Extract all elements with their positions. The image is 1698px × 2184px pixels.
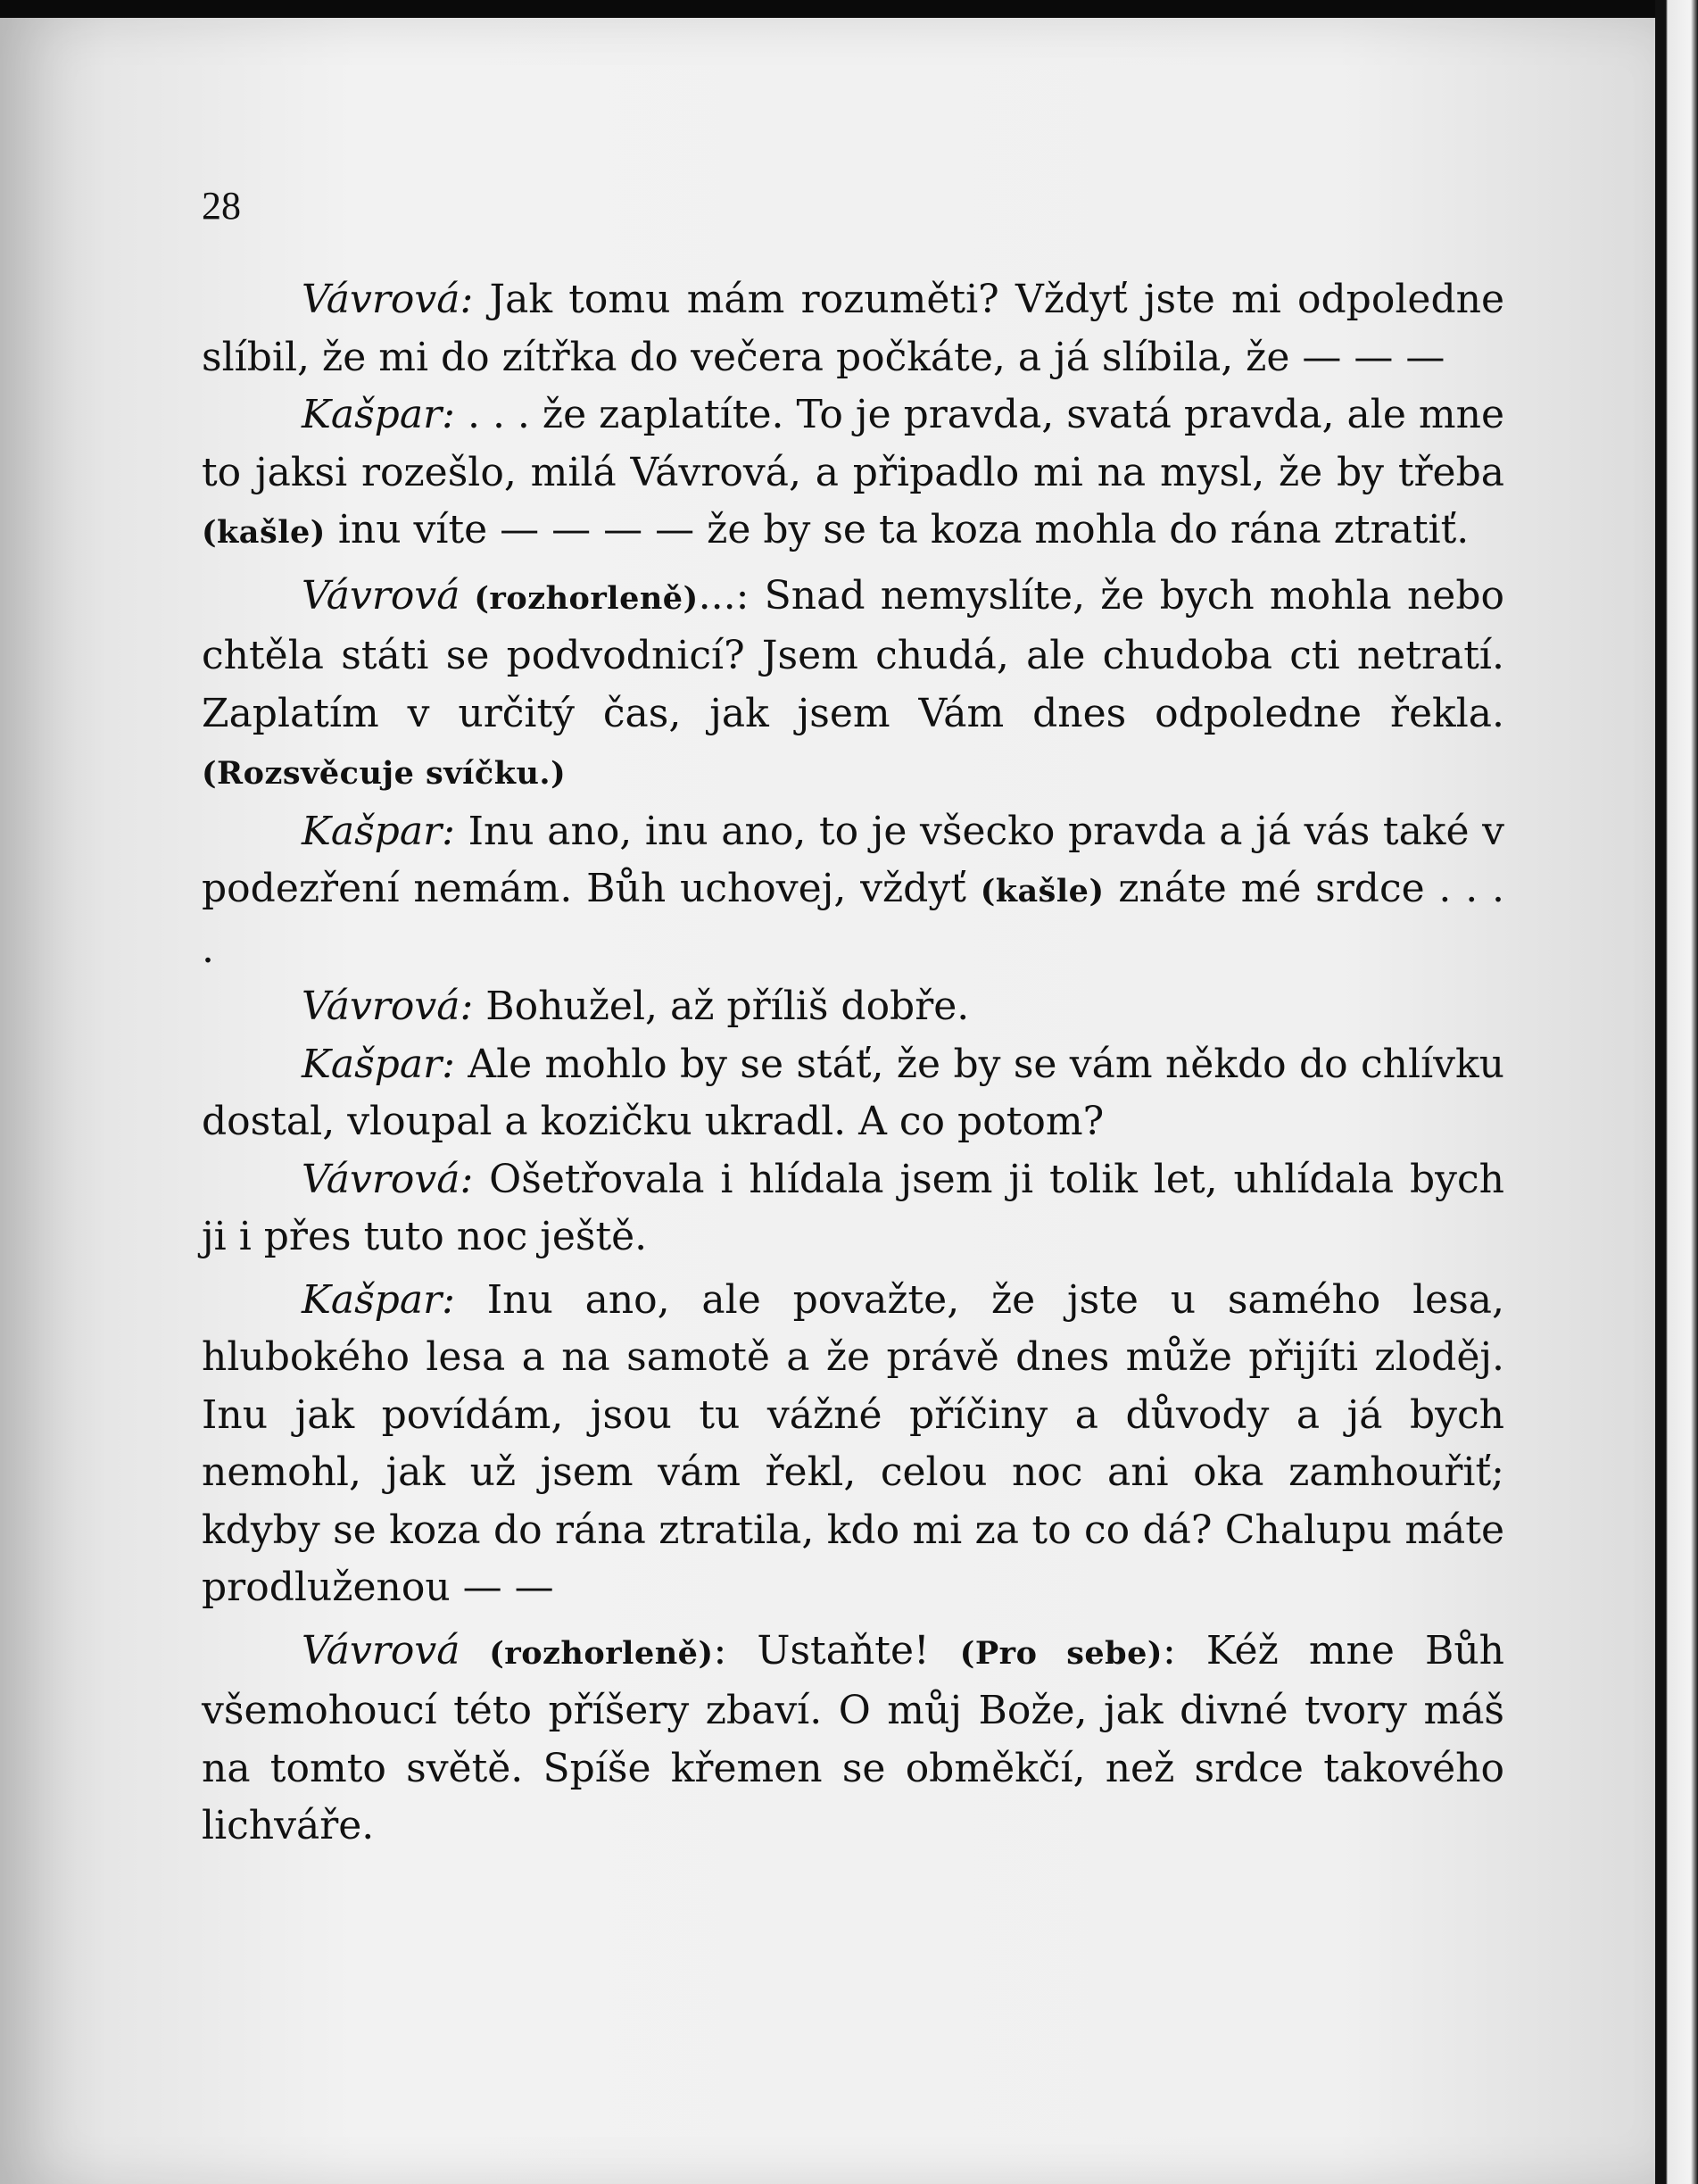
paragraph (202, 803, 1504, 979)
speaker-name: Kašpar: (302, 808, 455, 854)
paragraph (202, 1151, 1504, 1266)
speaker-name: Kašpar: (302, 392, 455, 437)
body-text (202, 271, 1504, 1856)
stage-direction: (kašle) (202, 514, 326, 551)
speaker-name: Kašpar: (302, 1276, 455, 1323)
dialogue-text: . . . že zaplatíte. To je pravda, svatá pravda, ale mne to jaksi rozešlo, milá Vávrová, a připadlo mi na mysl, že by třeba (202, 392, 1504, 495)
dialogue-text: ...: Snad nemyslíte, že bych mohla nebo chtěla státi se podvodnicí? Jsem chudá, ale chudoba cti netratí. Zaplatím v určitý čas, jak jsem Vám dnes odpoledne řekla. (202, 572, 1504, 736)
speaker-name: Vávrová: (302, 277, 474, 322)
speaker-name: Vávrová: (302, 1156, 474, 1202)
paragraph (202, 1623, 1504, 1856)
paragraph (202, 271, 1504, 386)
dialogue-text: : Kéž mne Bůh všemohoucí této příšery zbaví. O můj Bože, jak divné tvory máš na tomto světě. Spíše křemen se obměkčí, než srdce takového lichváře. (202, 1627, 1505, 1848)
page-number: 28 (202, 184, 241, 228)
stage-direction: (kašle) (980, 873, 1105, 909)
dialogue-text: : Ustaňte! (713, 1627, 960, 1673)
stage-direction: (rozhorleně) (460, 579, 699, 617)
dialogue-text: Jak tomu mám rozuměti? Vždyť jste mi odpoledne slíbil, že mi do zítřka do večera počkáte, a já slíbila, že — — — (202, 277, 1504, 380)
speaker-name: Vávrová (302, 572, 460, 619)
stage-direction: (Pro sebe) (959, 1634, 1163, 1672)
speaker-name: Vávrová (302, 1627, 460, 1673)
dialogue-text: inu víte — — — — že by se ta koza mohla do rána ztratiť. (325, 507, 1470, 552)
dialogue-text: znáte mé srdce . . . . (202, 866, 1504, 972)
speaker-name: Vávrová: (302, 984, 474, 1029)
dialogue-text: Ošetřovala i hlídala jsem ji tolik let, uhlídala bych ji i přes tuto noc ještě. (202, 1156, 1504, 1259)
dialogue-text: Bohužel, až příliš dobře. (473, 984, 970, 1029)
dialogue-text: Ale mohlo by se stáť, že by se vám někdo do chlívku dostal, vloupal a kozičku ukradl. A co potom? (202, 1041, 1504, 1144)
stage-direction: (Rozsvěcuje svíčku.) (202, 755, 567, 792)
page-edge (1655, 0, 1698, 2184)
paragraph (202, 386, 1504, 562)
stage-direction: (rozhorleně) (460, 1634, 714, 1672)
paragraph (202, 1036, 1504, 1151)
dialogue-text: Inu ano, inu ano, to je všecko pravda a já vás také v podezření nemám. Bůh uchovej, vždyť (202, 808, 1504, 911)
paragraph (202, 1272, 1504, 1617)
dialogue-text: Inu ano, ale považte, že jste u samého lesa, hlubokého lesa a na samotě a že právě dnes může přijíti zloděj. Inu jak povídám, jsou tu vážné příčiny a důvody a já bych nemohl, jak už jsem vám řekl, celou noc ani oka zamhouřiť; kdyby se koza do rána ztratila, kdo mi za to co dá? Chalupu máte prodluženou — — (202, 1276, 1504, 1610)
paragraph (202, 568, 1504, 803)
paragraph (202, 978, 1504, 1036)
speaker-name: Kašpar: (302, 1041, 455, 1087)
